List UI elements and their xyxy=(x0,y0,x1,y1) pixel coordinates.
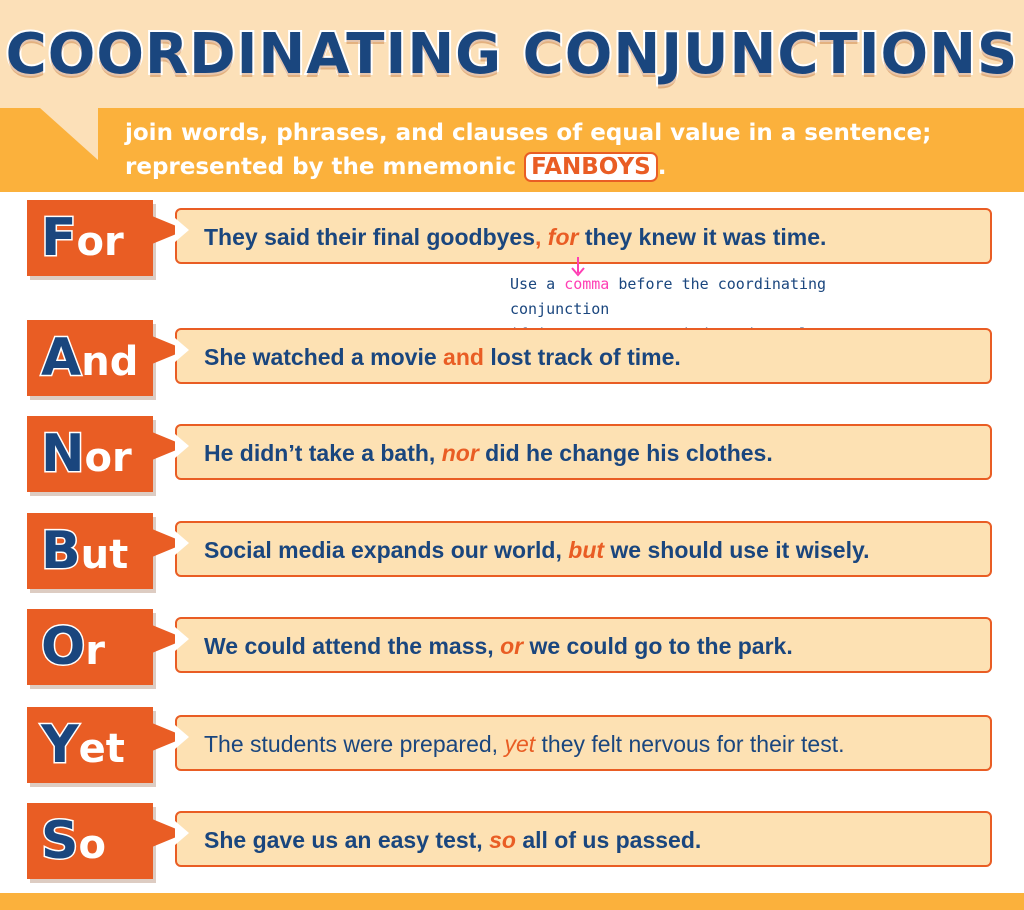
example-sentence xyxy=(204,827,701,854)
conjunction-tag xyxy=(27,707,153,783)
conjunction-tag xyxy=(27,320,153,396)
sentence-before: They said their final goodbyes xyxy=(204,224,536,250)
tag-initial: F xyxy=(41,208,77,268)
sentence-box xyxy=(175,617,992,673)
sentence-before: Social media expands our world, xyxy=(204,537,562,563)
tag-rest: ut xyxy=(80,532,129,578)
subtitle-period: . xyxy=(657,154,667,180)
tag-rest: o xyxy=(78,822,106,868)
example-sentence xyxy=(204,537,869,564)
tag-rest: nd xyxy=(81,339,139,385)
subtitle-line-2 xyxy=(125,150,1005,184)
sentence-box xyxy=(175,521,992,577)
footer-band xyxy=(0,893,1024,910)
conjunction-tag xyxy=(27,609,153,685)
example-sentence xyxy=(204,633,793,660)
sentence-comma: , xyxy=(535,224,542,250)
tag-label xyxy=(41,617,105,677)
example-sentence xyxy=(204,224,826,251)
tag-rest: or xyxy=(76,219,124,265)
tag-initial: Y xyxy=(41,715,79,775)
subtitle-line-2-text: represented by the mnemonic xyxy=(125,154,517,180)
note-highlight: comma xyxy=(564,275,610,293)
fanboys-badge: FANBOYS xyxy=(524,152,658,182)
subtitle xyxy=(125,116,1005,184)
conjunction-tag xyxy=(27,200,153,276)
sentence-after: did he change his clothes. xyxy=(485,440,773,466)
note-prefix: Use a xyxy=(510,275,556,293)
sentence-after: they felt nervous for their test. xyxy=(541,731,845,757)
conjunction-word: and xyxy=(443,344,484,370)
tag-initial: N xyxy=(41,424,85,484)
example-sentence xyxy=(204,440,773,467)
conjunction-row-for xyxy=(0,200,1024,280)
example-sentence xyxy=(204,344,681,371)
conjunction-row-but xyxy=(0,513,1024,593)
conjunction-row-yet xyxy=(0,707,1024,787)
tag-initial: A xyxy=(41,328,82,388)
conjunction-word: for xyxy=(547,224,579,250)
sentence-before: He didn’t take a bath, xyxy=(204,440,436,466)
conjunction-word: nor xyxy=(441,440,479,466)
conjunction-row-or xyxy=(0,609,1024,689)
note-suffix: before the coordinating conjunction xyxy=(510,275,827,318)
tag-initial: O xyxy=(41,617,86,677)
example-sentence xyxy=(204,731,845,758)
sentence-box xyxy=(175,328,992,384)
sentence-before: She gave us an easy test, xyxy=(204,827,483,853)
sentence-before: She watched a movie xyxy=(204,344,437,370)
tag-label xyxy=(41,424,132,484)
conjunction-row-and xyxy=(0,320,1024,400)
tag-initial: S xyxy=(41,811,79,871)
tag-rest: or xyxy=(84,435,132,481)
conjunction-word: yet xyxy=(504,731,536,757)
conjunction-word: so xyxy=(489,827,516,853)
sentence-before: We could attend the mass, xyxy=(204,633,494,659)
conjunction-tag xyxy=(27,416,153,492)
tag-label xyxy=(41,715,125,775)
page-title: COORDINATING CONJUNCTIONS xyxy=(5,22,1019,87)
sentence-after: we should use it wisely. xyxy=(610,537,870,563)
sentence-before: The students were prepared, xyxy=(204,731,499,757)
conjunction-row-so xyxy=(0,803,1024,883)
sentence-after: lost track of time. xyxy=(490,344,681,370)
conjunction-word: or xyxy=(500,633,524,659)
subtitle-line-1: join words, phrases, and clauses of equal value in a sentence; xyxy=(125,120,932,146)
tag-label xyxy=(41,811,106,871)
sentence-box xyxy=(175,811,992,867)
tag-rest: r xyxy=(85,628,105,674)
conjunction-tag xyxy=(27,513,153,589)
conjunction-row-nor xyxy=(0,416,1024,496)
conjunction-word: but xyxy=(568,537,605,563)
tag-label xyxy=(41,521,128,581)
tag-rest: et xyxy=(78,726,125,772)
tag-label xyxy=(41,328,138,388)
sentence-after: all of us passed. xyxy=(522,827,702,853)
tag-initial: B xyxy=(41,521,81,581)
sentence-after: they knew it was time. xyxy=(584,224,827,250)
sentence-box xyxy=(175,715,992,771)
note-line-1 xyxy=(510,272,930,322)
sentence-after: we could go to the park. xyxy=(529,633,793,659)
tag-label xyxy=(41,208,124,268)
conjunction-tag xyxy=(27,803,153,879)
sentence-box xyxy=(175,424,992,480)
